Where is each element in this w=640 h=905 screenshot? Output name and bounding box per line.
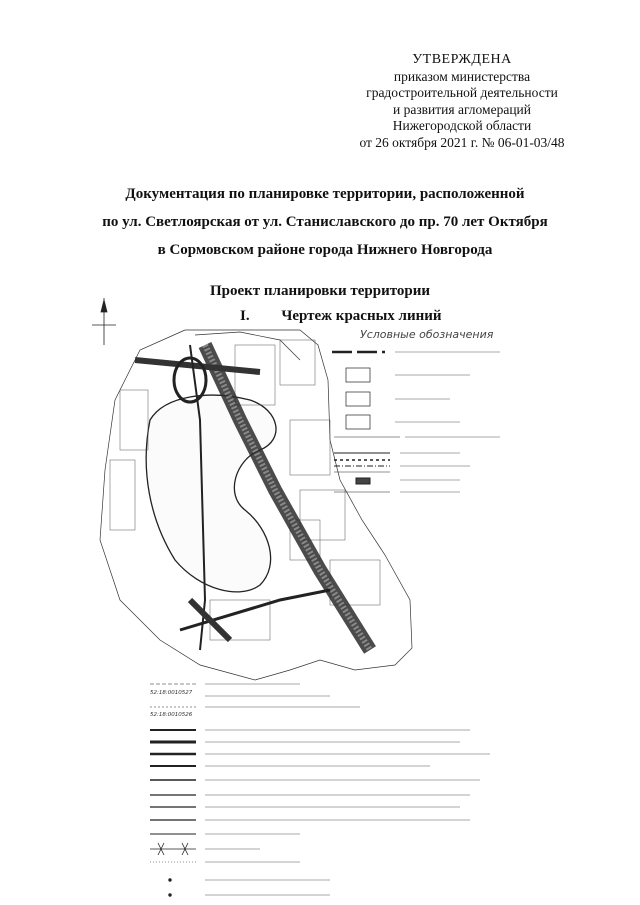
approval-line: от 26 октября 2021 г. № 06-01-03/48 (359, 134, 565, 150)
map-legend-header: Условные обозначения (360, 328, 494, 341)
approval-line: приказом министерства (393, 68, 531, 84)
map-legend-symbols (332, 352, 400, 492)
approval-line: градостроительной деятельности (366, 85, 558, 100)
section-title: Чертеж красных линий (281, 308, 442, 324)
lake-area (146, 395, 276, 592)
approval-line: и развития агломераций (392, 101, 531, 117)
section-number: I. (240, 308, 250, 324)
approval-line: Нижегородской области (392, 118, 532, 133)
legend-code: 52:18:0010527 (150, 690, 193, 696)
document-title-line: по ул. Светлоярская от ул. Станиславского до пр. 70 лет Октября (102, 214, 548, 230)
approval-title: УТВЕРЖДЕНА (412, 52, 512, 67)
north-arrow-icon (92, 298, 116, 345)
site-outline (100, 330, 412, 680)
legend-code: 52:18:0010526 (150, 712, 193, 718)
document-title-line: в Сормовском районе города Нижнего Новгорода (157, 242, 493, 258)
document-title-line: Документация по планировке территории, расположенной (125, 186, 525, 202)
project-title: Проект планировки территории (209, 283, 431, 299)
